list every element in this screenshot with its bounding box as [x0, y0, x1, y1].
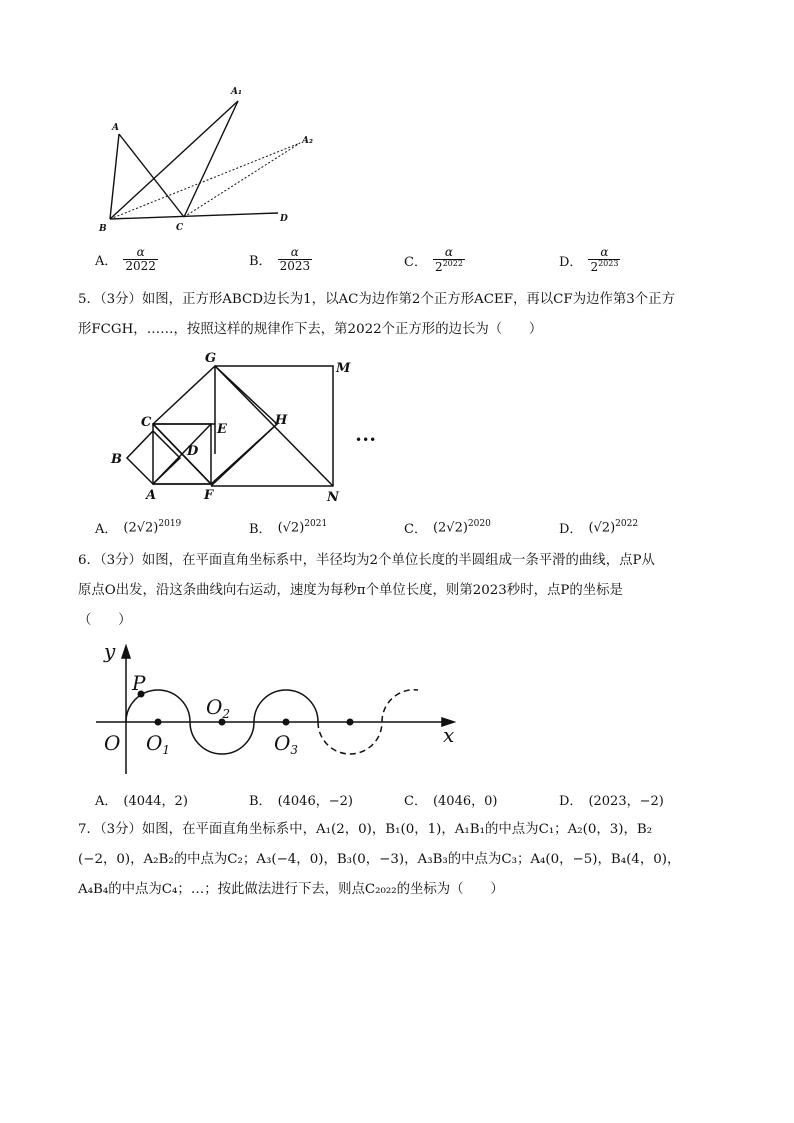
option-base: (2√2) — [432, 520, 468, 536]
question-7-line-2: (−2，0)，A₂B₂的中点为C₂；A₃(−4，0)，B₃(0，−3)，A₃B₃的中点为C₃；A₄(0，−5)，B₄(4，0)， — [78, 852, 681, 867]
origin-O-label: O — [104, 731, 121, 755]
option-exponent: 2020 — [467, 519, 491, 530]
q4-option-d[interactable] — [559, 246, 620, 274]
q5-option-a[interactable] — [95, 518, 181, 537]
numerator: α — [136, 245, 145, 259]
option-value — [278, 519, 328, 535]
label-C: C — [141, 415, 152, 430]
q5-option-b[interactable] — [249, 518, 327, 537]
center-O1-label: $O_1$ — [146, 731, 171, 757]
denominator — [278, 259, 313, 273]
fraction — [278, 246, 313, 273]
option-value: (4044，2) — [123, 794, 188, 809]
option-value: (4046，0) — [432, 794, 498, 809]
label-A2: A₂ — [302, 136, 313, 146]
question-6-line-3: （ ） — [78, 613, 132, 628]
option-letter: D． — [559, 794, 583, 809]
label-A: A — [146, 488, 157, 503]
den-exponent: 2022 — [442, 259, 463, 269]
q6-option-b[interactable] — [249, 790, 353, 809]
option-letter: B． — [249, 254, 272, 270]
ellipsis-dots: ••• — [355, 433, 377, 447]
q5-option-d[interactable] — [559, 518, 638, 537]
den-base: 2023 — [279, 259, 311, 274]
option-base: (2√2) — [123, 520, 159, 536]
fraction — [123, 246, 158, 273]
q4-option-b[interactable] — [249, 246, 312, 273]
numerator: α — [600, 245, 609, 259]
axis-y-label: y — [104, 639, 116, 663]
q6-option-d[interactable] — [559, 790, 664, 809]
label-N: N — [327, 490, 339, 505]
question-7 — [78, 815, 718, 905]
fraction — [588, 246, 620, 274]
option-letter: A． — [95, 794, 118, 809]
label-C: C — [176, 223, 184, 233]
option-letter: D． — [559, 254, 583, 270]
question-7-line-3: A₄B₄的中点为C₄；…；按此做法进行下去，则点C₂₀₂₂的坐标为（ ） — [78, 882, 504, 897]
label-A: A — [112, 123, 119, 133]
label-A1: A₁ — [231, 87, 242, 97]
option-exponent: 2022 — [615, 519, 639, 530]
option-exponent: 2019 — [158, 519, 182, 530]
option-value: (2023，−2) — [588, 794, 664, 809]
denominator — [123, 259, 158, 273]
center-O3-label: $O_3$ — [274, 731, 299, 757]
label-B: B — [99, 224, 107, 234]
point-P-label: P — [132, 671, 146, 695]
label-D: D — [187, 444, 199, 459]
option-letter: C． — [404, 794, 427, 809]
q4-option-c[interactable] — [404, 246, 465, 274]
option-exponent: 2021 — [304, 519, 328, 530]
angle-figure — [90, 80, 330, 240]
numerator: α — [290, 245, 299, 259]
den-base: 2 — [434, 260, 443, 275]
label-G: G — [205, 351, 217, 366]
fraction — [433, 246, 465, 274]
label-E: E — [217, 422, 227, 437]
option-value — [433, 519, 491, 535]
denominator — [588, 259, 620, 274]
center-O2-label: $O_2$ — [206, 695, 231, 721]
axis-x-label: x — [443, 723, 455, 747]
q6-option-c[interactable] — [404, 790, 497, 809]
option-value: (4046，−2) — [277, 794, 353, 809]
semicircle-figure — [92, 638, 464, 783]
label-M: M — [336, 361, 351, 376]
option-letter: B． — [249, 794, 272, 809]
den-base: 2022 — [125, 259, 156, 274]
numerator: α — [444, 245, 453, 259]
question-6 — [78, 546, 718, 636]
question-5 — [78, 285, 718, 345]
q4-option-a[interactable] — [95, 246, 158, 273]
den-base: 2 — [590, 260, 599, 275]
option-letter: C． — [404, 254, 427, 270]
question-5-line-2: 形FCGH，……，按照这样的规律作下去，第2022个正方形的边长为（ ） — [78, 322, 543, 337]
option-letter: D． — [559, 522, 583, 537]
option-letter: A． — [95, 522, 118, 537]
option-letter: B． — [249, 522, 272, 537]
label-D: D — [280, 214, 288, 224]
den-exponent: 2023 — [598, 259, 619, 269]
option-value — [123, 519, 181, 535]
label-B: B — [111, 452, 122, 467]
question-7-line-1: 7．（3分）如图，在平面直角坐标系中，A₁(2，0)，B₁(0，1)，A₁B₁的中点为C₁；A₂(0，3)，B₂ — [78, 822, 653, 837]
option-letter: C． — [404, 522, 427, 537]
q6-option-a[interactable] — [95, 790, 188, 809]
label-F: F — [204, 488, 214, 503]
question-6-line-1: 6．（3分）如图，在平面直角坐标系中，半径均为2个单位长度的半圆组成一条平滑的曲线，点P从 — [78, 553, 655, 568]
question-6-line-2: 原点O出发，沿这条曲线向右运动，速度为每秒π个单位长度，则第2023秒时，点P的坐标是 — [78, 583, 623, 598]
question-5-line-1: 5．（3分）如图，正方形ABCD边长为1，以AC为边作第2个正方形ACEF，再以CF为边作第3个正方 — [78, 292, 675, 307]
option-base: (√2) — [277, 520, 305, 536]
label-H: H — [275, 413, 288, 428]
squares-figure — [105, 348, 395, 508]
option-base: (√2) — [588, 520, 616, 536]
denominator — [433, 259, 465, 274]
option-value — [588, 519, 638, 535]
option-letter: A． — [95, 254, 118, 270]
q5-option-c[interactable] — [404, 518, 491, 537]
